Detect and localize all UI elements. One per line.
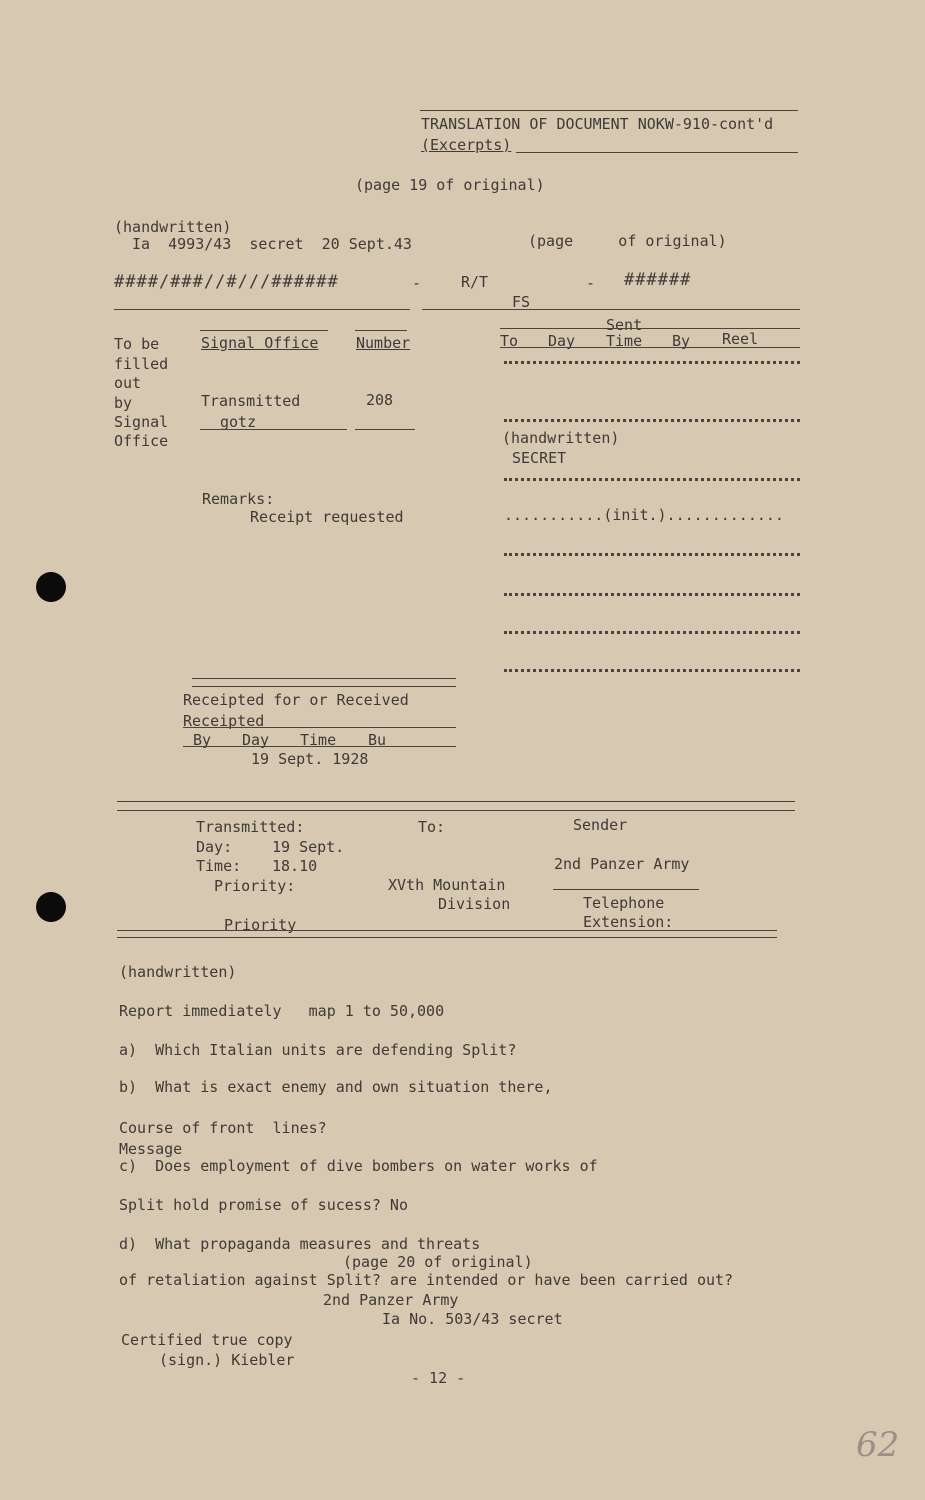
fs-label: FS bbox=[512, 293, 531, 311]
secret-mark: SECRET bbox=[512, 449, 567, 467]
handwritten-label-top: (handwritten) bbox=[114, 218, 232, 236]
day-value: 19 Sept. bbox=[272, 838, 345, 856]
sent-col-to: To bbox=[500, 332, 519, 350]
to-label: To: bbox=[418, 818, 446, 836]
page-reference-top: (page 19 of original) bbox=[355, 176, 545, 194]
sent-col-time: Time bbox=[606, 332, 643, 350]
receipted-col-day: Day bbox=[242, 731, 270, 749]
to-value-line2: Division bbox=[438, 895, 511, 913]
struck-out-text-left: ####/###//#///###### bbox=[114, 272, 339, 292]
certified-line: Certified true copy bbox=[121, 1331, 293, 1349]
sent-col-reel: Reel bbox=[722, 330, 759, 348]
day-label: Day: bbox=[196, 838, 233, 856]
side-label-6: Office bbox=[114, 432, 169, 450]
page-reference-bottom: (page 20 of original) bbox=[343, 1253, 533, 1271]
dotted-line-3 bbox=[504, 478, 800, 481]
question-b: b) What is exact enemy and own situation there, bbox=[119, 1078, 553, 1096]
dash-left: - bbox=[412, 274, 422, 292]
dotted-line-7 bbox=[504, 669, 800, 672]
question-a: a) Which Italian units are defending Split? bbox=[119, 1041, 517, 1059]
remarks-value: Receipt requested bbox=[250, 508, 404, 526]
time-label: Time: bbox=[196, 857, 242, 875]
punch-hole-lower bbox=[36, 892, 66, 922]
dash-right: - bbox=[586, 274, 596, 292]
transmitted-label: Transmitted bbox=[201, 392, 301, 410]
side-label-4: by bbox=[114, 394, 133, 412]
priority-bottom: Priority bbox=[224, 916, 297, 934]
page-number: - 12 - bbox=[411, 1369, 466, 1387]
rt-label: R/T bbox=[461, 273, 489, 291]
sent-label: Sent bbox=[606, 316, 643, 334]
side-label-1: To be bbox=[114, 335, 160, 353]
handwritten-margin-mark: 62 bbox=[856, 1425, 900, 1465]
receipted-col-bu: Bu bbox=[368, 731, 387, 749]
struck-out-text-right: ###### bbox=[624, 270, 692, 290]
sent-col-day: Day bbox=[548, 332, 576, 350]
signed-line: (sign.) Kiebler bbox=[159, 1351, 295, 1369]
priority-label: Priority: bbox=[214, 877, 296, 895]
remarks-label: Remarks: bbox=[202, 490, 275, 508]
handwritten-label-form: (handwritten) bbox=[502, 429, 620, 447]
dotted-line-6 bbox=[504, 631, 800, 634]
receipted-line-1: Receipted for or Received bbox=[183, 691, 409, 709]
side-label-2: filled bbox=[114, 355, 169, 373]
transmitted-header: Transmitted: bbox=[196, 818, 305, 836]
signature-reference: Ia No. 503/43 secret bbox=[382, 1310, 563, 1328]
receipted-date: 19 Sept. 1928 bbox=[251, 750, 369, 768]
receipted-col-by: By bbox=[193, 731, 212, 749]
punch-hole-upper bbox=[36, 572, 66, 602]
column-number: Number bbox=[356, 334, 411, 352]
split-hold-line: Split hold promise of sucess? No bbox=[119, 1196, 408, 1214]
document-title: TRANSLATION OF DOCUMENT NOKW-910-cont'd bbox=[421, 115, 774, 133]
sent-col-by: By bbox=[672, 332, 691, 350]
sender-label: Sender bbox=[573, 816, 628, 834]
dotted-line-2 bbox=[504, 419, 800, 422]
message-label: Message bbox=[119, 1140, 183, 1158]
initials-line: ...........(init.)............. bbox=[504, 506, 784, 524]
reference-line: Ia 4993/43 secret 20 Sept.43 bbox=[132, 235, 412, 253]
side-label-3: out bbox=[114, 374, 142, 392]
course-line: Course of front lines? bbox=[119, 1119, 327, 1137]
receipted-line-2: Receipted bbox=[183, 712, 265, 730]
question-c: c) Does employment of dive bombers on water works of bbox=[119, 1157, 598, 1175]
sender-value: 2nd Panzer Army bbox=[554, 855, 690, 873]
number-value: 208 bbox=[366, 391, 394, 409]
question-d: d) What propaganda measures and threats bbox=[119, 1235, 481, 1253]
column-signal-office: Signal Office bbox=[201, 334, 319, 352]
telephone-line1: Telephone bbox=[583, 894, 665, 912]
time-value: 18.10 bbox=[272, 857, 318, 875]
retaliation-line: of retaliation against Split? are intended or have been carried out? bbox=[119, 1271, 734, 1289]
dotted-line-5 bbox=[504, 593, 800, 596]
page-blank-reference: (page of original) bbox=[528, 232, 727, 250]
telephone-line2: Extension: bbox=[583, 913, 674, 931]
to-value-line1: XVth Mountain bbox=[388, 876, 506, 894]
signature-army: 2nd Panzer Army bbox=[323, 1291, 459, 1309]
handwritten-label-message: (handwritten) bbox=[119, 963, 237, 981]
report-line: Report immediately map 1 to 50,000 bbox=[119, 1002, 445, 1020]
signed-name: gotz bbox=[220, 413, 257, 431]
side-label-5: Signal bbox=[114, 413, 169, 431]
dotted-line-4 bbox=[504, 553, 800, 556]
document-subtitle: (Excerpts) bbox=[421, 136, 512, 154]
receipted-col-time: Time bbox=[300, 731, 337, 749]
dotted-line-1 bbox=[504, 361, 800, 364]
